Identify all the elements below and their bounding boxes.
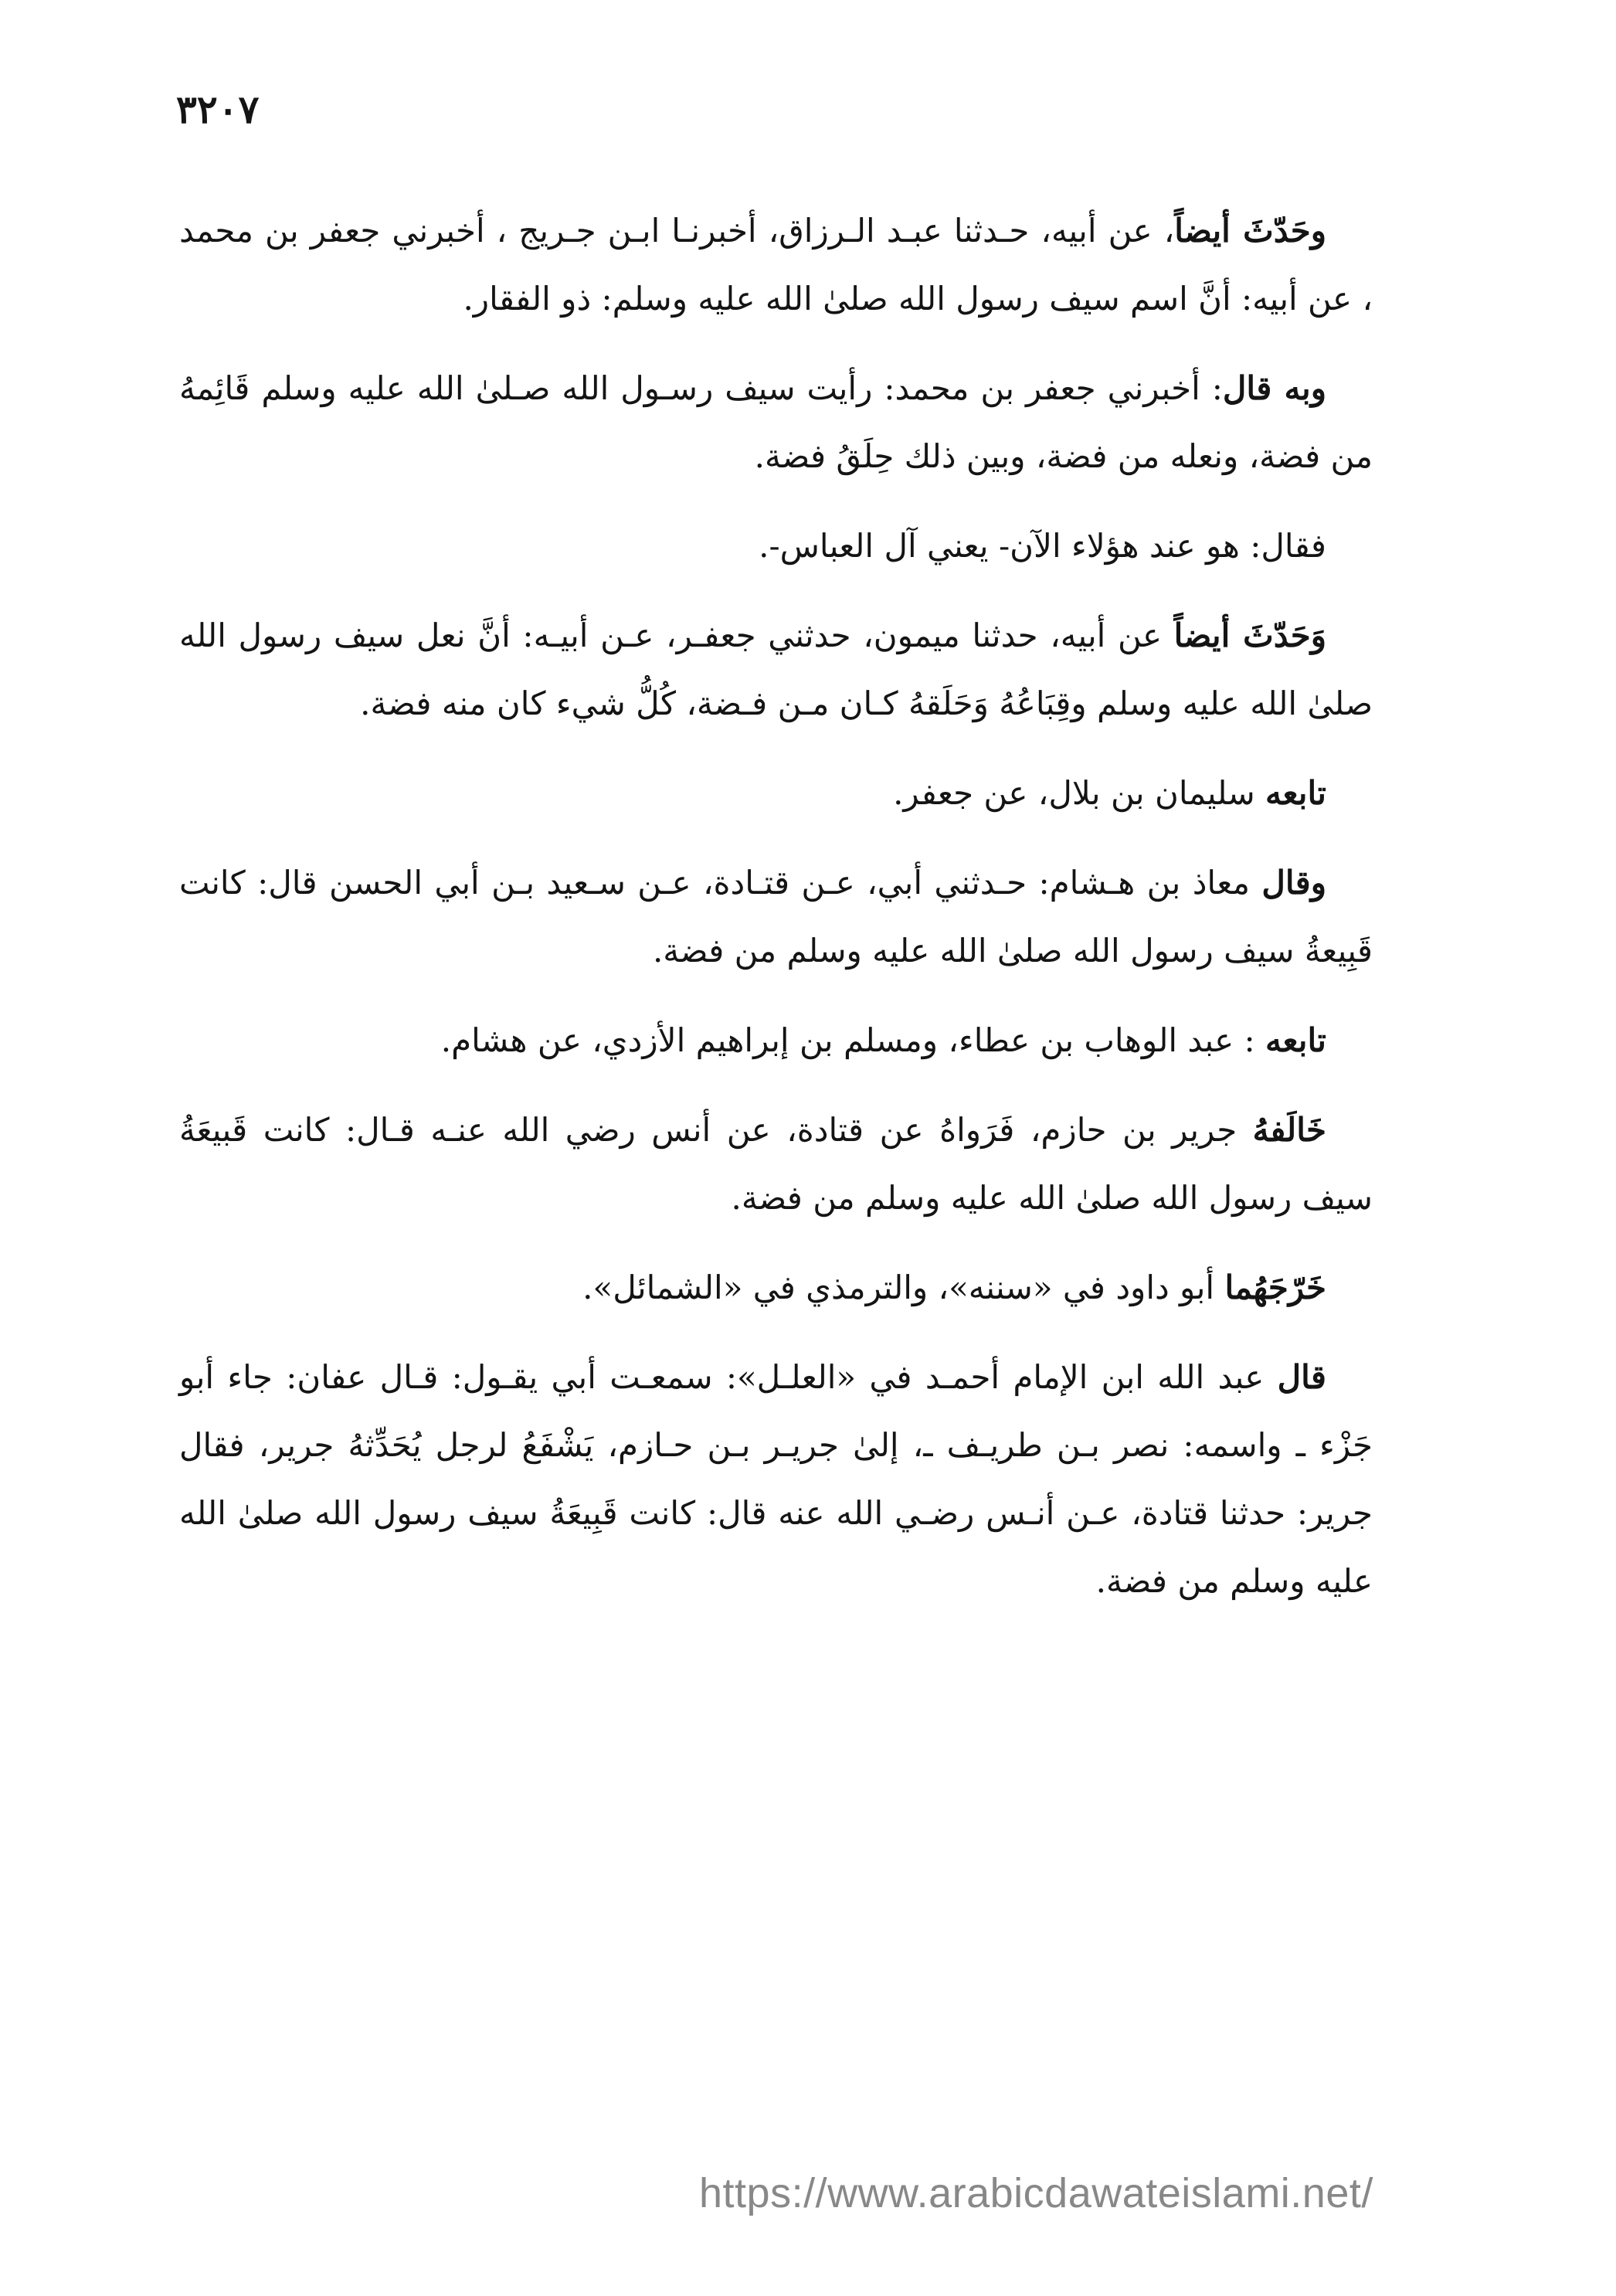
paragraph-lead: وحَدّثَ أيضاً: [1174, 212, 1327, 250]
paragraph: [179, 1007, 1373, 1075]
paragraph: [179, 197, 1373, 333]
paragraph: [179, 759, 1373, 827]
paragraph-text: عن أبيه، حدثنا ميمون، حدثني جعفـر، عـن أبيـه: أنَّ نعل سيف رسول الله صلىٰ الله عليه وسلم وقِبَاعُهُ وَحَلَقهُ كـان مـن فـضة، كُلُّ شيء كان منه فضة.: [179, 616, 1373, 722]
paragraph-lead: تابعه: [1265, 774, 1326, 812]
paragraph-text: : عبد الوهاب بن عطاء، ومسلم بن إبراهيم الأزدي، عن هشام.: [440, 1021, 1266, 1059]
paragraph: [179, 602, 1373, 738]
page-body: [179, 197, 1373, 1637]
paragraph-text: ، عن أبيه، حـدثنا عبـد الـرزاق، أخبرنـا ابـن جـريج ، أخبرني جعفر بن محمد ، عن أبيه: أنَّ اسم سيف رسول الله صلىٰ الله عليه وسلم: ذو الفقار.: [179, 212, 1373, 318]
paragraph-lead: خَرّجَهُما: [1224, 1269, 1326, 1306]
paragraph-text: سليمان بن بلال، عن جعفر.: [893, 774, 1266, 812]
paragraph: [179, 1343, 1373, 1615]
paragraph: [179, 1096, 1373, 1232]
paragraph-lead: وَحَدّثَ أيضاً: [1173, 616, 1326, 654]
paragraph-lead: تابعه: [1265, 1021, 1326, 1059]
paragraph: [179, 512, 1373, 580]
paragraph-lead: قال: [1277, 1358, 1326, 1396]
paragraph-lead: وبه قال: [1222, 369, 1326, 407]
paragraph: [179, 849, 1373, 985]
paragraph-text: : أخبرني جعفر بن محمد: رأيت سيف رسـول الله صـلىٰ الله عليه وسلم قَائِمهُ من فضة، ونعله من فضة، وبين ذلك حِلَقُ فضة.: [179, 369, 1373, 475]
paragraph-text: فقال: هو عند هؤلاء الآن- يعني آل العباس-.: [759, 527, 1326, 565]
watermark-url: https://www.arabicdawateislami.net/: [699, 2170, 1373, 2216]
paragraph-lead: خَالَفهُ: [1252, 1111, 1326, 1149]
paragraph-text: عبد الله ابن الإمام أحمـد في «العلـل»: سمعـت أبي يقـول: قـال عفان: جاء أبو جَزْء ـ واسمه: نصر بـن طريـف ـ، إلىٰ جريـر بـن حـازم، يَشْفَعُ لرجل يُحَدِّثهُ جرير، فقال جرير: حدثنا قتادة، عـن أنـس رضـي الله عنه قال: كانت قَبِيعَةُ سيف رسول الله صلىٰ الله عليه وسلم من فضة.: [179, 1358, 1373, 1600]
paragraph-text: جرير بن حازم، فَرَواهُ عن قتادة، عن أنس رضي الله عنـه قـال: كانت قَبيعَةُ سيف رسول الله صلىٰ الله عليه وسلم من فضة.: [179, 1111, 1373, 1217]
paragraph-text: أبو داود في «سننه»، والترمذي في «الشمائل».: [582, 1269, 1225, 1306]
paragraph-lead: وقال: [1261, 864, 1326, 902]
paragraph: [179, 1254, 1373, 1322]
page-number: ٣٢٠٧: [176, 87, 260, 132]
paragraph: [179, 355, 1373, 491]
paragraph-text: معاذ بن هـشام: حـدثني أبي، عـن قتـادة، عـن سـعيد بـن أبي الحسن قال: كانت قَبِيعةُ سيف رسول الله صلىٰ الله عليه وسلم من فضة.: [179, 864, 1373, 970]
